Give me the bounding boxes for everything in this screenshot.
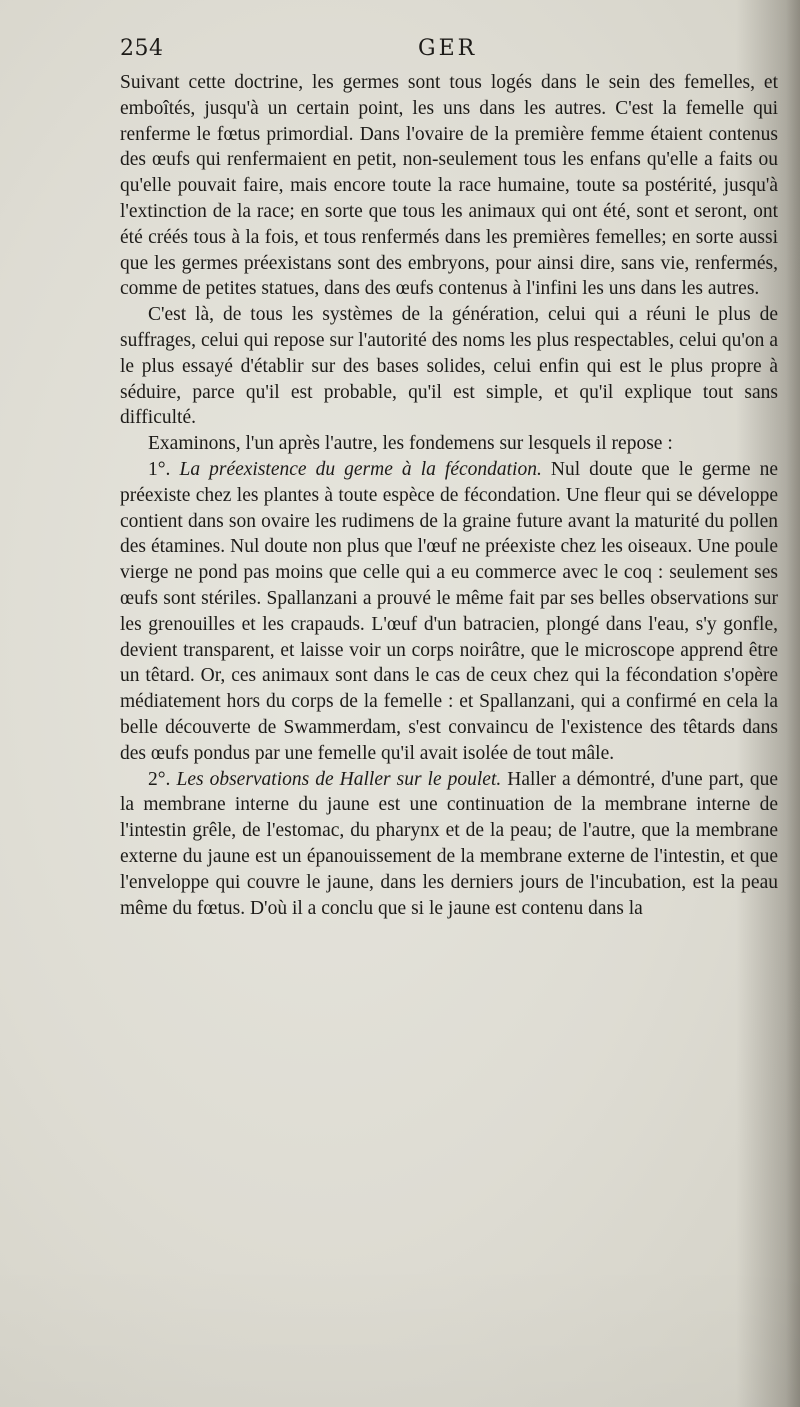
paragraph-3: Examinons, l'un après l'autre, les fondemens sur lesquels il repose :: [148, 433, 673, 455]
page-bottom-margin: [0, 1257, 800, 1407]
item-title-1: La préexistence du germe à la fécondation.: [179, 458, 542, 480]
running-head-title: GER: [418, 36, 478, 61]
running-head: [120, 36, 780, 66]
item-number-1: 1°.: [148, 458, 171, 480]
paragraph-1: Suivant cette doctrine, les germes sont tous logés dans le sein des femelles, et emboîtés, jusqu'à un certain point, les uns dans les autres. C'est la femelle qui renferme le fœtus primordial. Dans l'ovaire de la première femme étaient contenus des œufs qui renfermaient en petit, non-seulement tous les enfans qu'elle a faits ou qu'elle pouvait faire, mais encore toute la race humaine, toute sa postérité, jusqu'à l'extinction de la race; en sorte que tous les animaux qui ont été, sont et seront, ont été créés tous à la fois, et tous renfermés dans les premières femelles; en sorte aussi que les germes préexistans sont des embryons, pour ainsi dire, sans vie, renfermés, comme de petites statues, dans des œufs contenus à l'infini les uns dans les autres.: [120, 72, 778, 300]
item-title-2: Les observations de Haller sur le poulet.: [176, 768, 502, 790]
item-number-2: 2°.: [148, 768, 171, 790]
item-text-2: Haller a démontré, d'une part, que la membrane interne du jaune est une continuation de la membrane interne de l'intestin grêle, de l'estomac, du pharynx et de la peau; de l'autre, que la membrane externe du jaune est un épanouissement de la membrane externe de l'intestin, et que l'enveloppe qui couvre le jaune, dans les derniers jours de l'incubation, est la peau même du fœtus. D'où il a conclu que si le jaune est contenu dans la: [120, 768, 779, 919]
item-text-1: Nul doute que le germe ne préexiste chez les plantes à toute espèce de fécondation. Une fleur qui se développe contient dans son ovaire les rudimens de la graine future avant la maturité du pollen des étamines. Nul doute non plus que l'œuf ne préexiste chez les oiseaux. Une poule vierge ne pond pas moins que celle qui a eu commerce avec le coq : seulement ses œufs sont stériles. Spallanzani a prouvé le même fait par ses belles observations sur les grenouilles et les crapauds. L'œuf d'un batracien, plongé dans l'eau, s'y gonfle, devient transparent, et laisse voir un corps noirâtre, que le microscope apprend être un têtard. Or, ces animaux sont dans le cas de ceux chez qui la fécondation s'opère médiatement hors du corps de la femelle : et Spallanzani, qui a confirmé en cela la belle découverte de Swammerdam, s'est convaincu de l'existence des têtards dans des œufs pondus par une femelle qu'il avait isolée de tout mâle.: [120, 458, 779, 764]
paragraph-2: C'est là, de tous les systèmes de la génération, celui qui a réuni le plus de suffrages, celui qui repose sur l'autorité des noms les plus respectables, celui qu'on a le plus essayé d'établir sur des bases solides, celui enfin qui est le plus propre à séduire, parce qu'il est probable, qu'il est simple, et qu'il explique tout sans difficulté.: [120, 304, 778, 429]
paragraph-5: [120, 767, 778, 922]
paragraph-4: [120, 457, 778, 767]
page-number: 254: [120, 36, 164, 61]
body-text: [120, 70, 778, 921]
page-edge-shadow: [786, 0, 800, 1407]
